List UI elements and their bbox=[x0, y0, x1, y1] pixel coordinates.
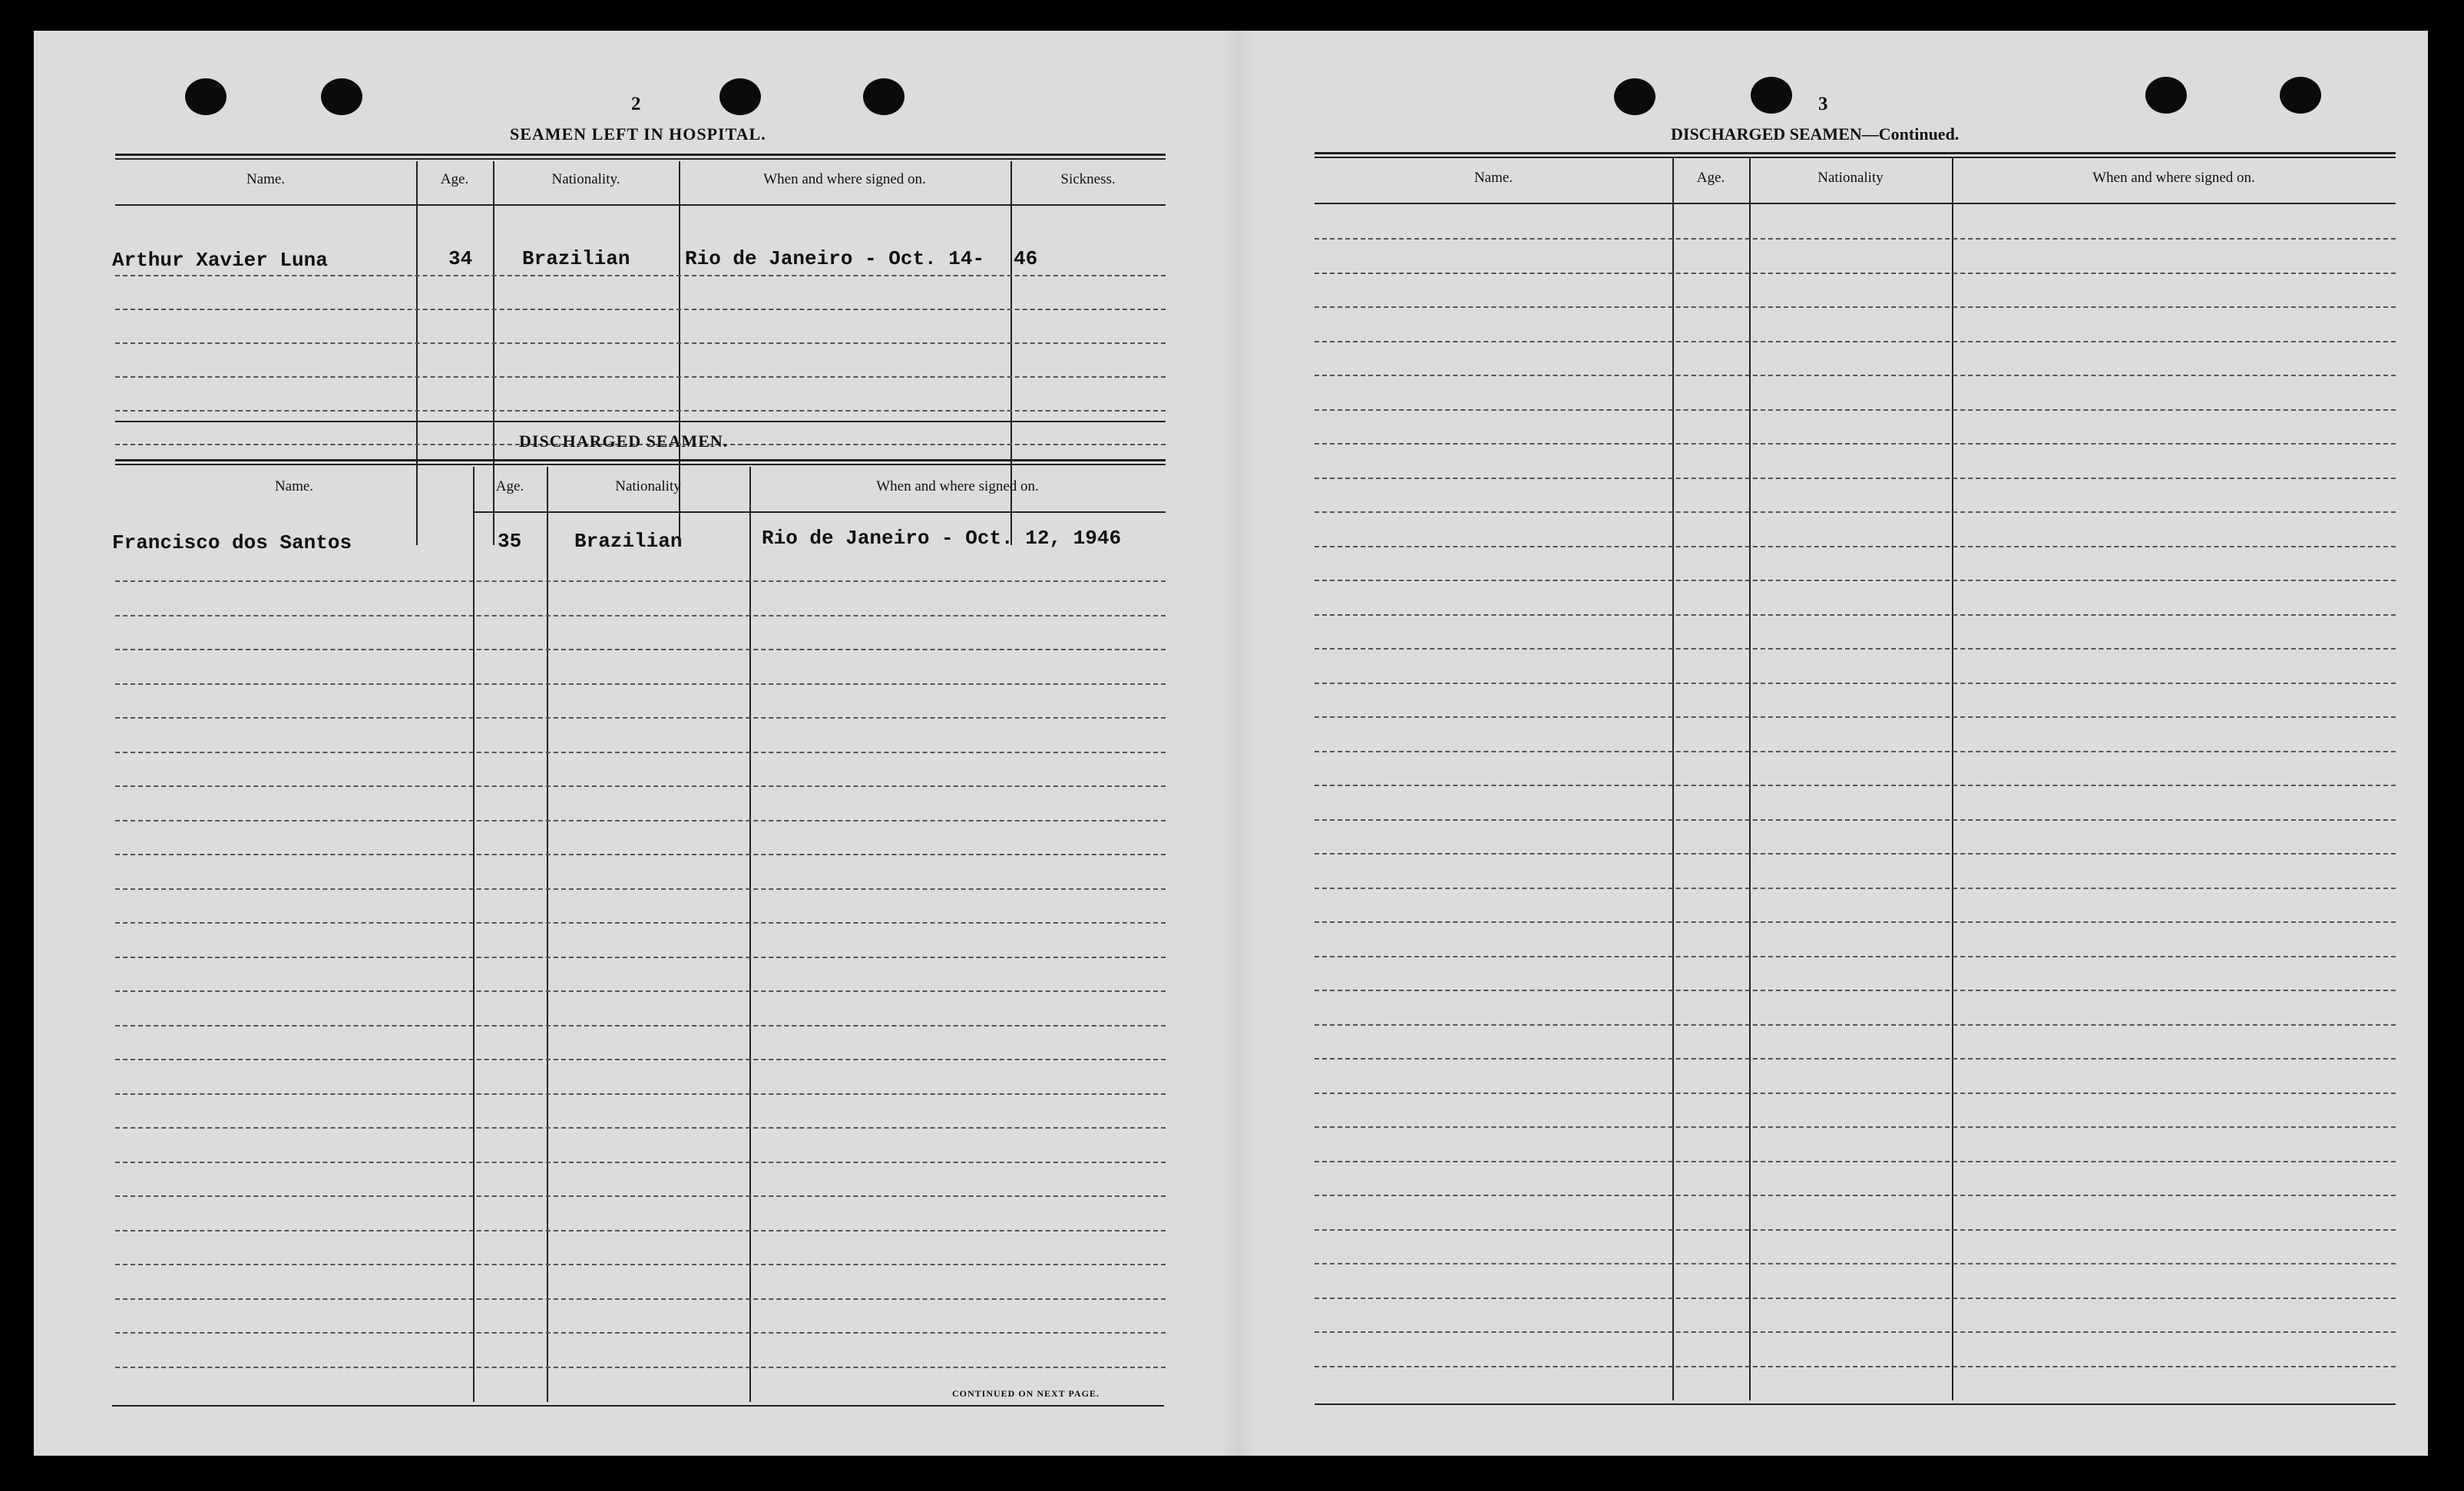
discharged-row-age: 35 bbox=[498, 530, 522, 553]
page-fold bbox=[1222, 31, 1253, 1456]
discharged-section-title: DISCHARGED SEAMEN. bbox=[519, 431, 729, 451]
row-rule bbox=[1315, 375, 2396, 376]
row-rule bbox=[115, 1230, 1166, 1231]
row-rule bbox=[1315, 1024, 2396, 1026]
column-divider bbox=[547, 467, 548, 1402]
hospital-row-signed-on: Rio de Janeiro - Oct. 14- bbox=[685, 247, 985, 270]
row-rule bbox=[1315, 716, 2396, 718]
row-rule bbox=[1315, 580, 2396, 581]
hospital-header-sickness: Sickness. bbox=[1060, 171, 1116, 187]
row-rule bbox=[1315, 785, 2396, 786]
row-rule bbox=[115, 1093, 1166, 1095]
row-rule bbox=[1315, 1093, 2396, 1094]
row-rule bbox=[115, 649, 1166, 650]
row-rule bbox=[1315, 546, 2396, 547]
row-rule bbox=[115, 1332, 1166, 1334]
column-divider bbox=[1952, 158, 1953, 1400]
right-title-main: DISCHARGED SEAMEN bbox=[1671, 124, 1862, 144]
row-rule bbox=[115, 785, 1166, 787]
row-rule bbox=[115, 683, 1166, 685]
row-rule bbox=[115, 1367, 1166, 1368]
punch-hole bbox=[1614, 78, 1655, 115]
discharged-header-nationality: Nationality bbox=[615, 478, 681, 494]
punch-hole bbox=[321, 78, 362, 115]
row-rule bbox=[115, 342, 1166, 344]
hospital-header-rule bbox=[115, 204, 1166, 206]
discharged-header-name: Name. bbox=[274, 478, 314, 494]
row-rule bbox=[115, 1162, 1166, 1163]
right-section-title bbox=[1671, 124, 1959, 144]
discharged-header-age: Age. bbox=[495, 478, 524, 494]
row-rule bbox=[115, 1298, 1166, 1300]
punch-hole bbox=[1751, 77, 1792, 114]
row-rule bbox=[115, 309, 1166, 310]
discharged-row-name: Francisco dos Santos bbox=[112, 531, 352, 554]
row-rule bbox=[115, 752, 1166, 753]
row-rule bbox=[1315, 409, 2396, 411]
row-rule bbox=[1315, 819, 2396, 821]
discharged-bottom-rule bbox=[112, 1405, 1164, 1407]
right-top-rule bbox=[1315, 152, 2396, 158]
row-rule bbox=[1315, 683, 2396, 684]
right-header-age: Age. bbox=[1696, 170, 1725, 186]
row-rule bbox=[115, 580, 1166, 582]
discharged-header-top-rule bbox=[115, 459, 1166, 465]
row-rule bbox=[1315, 443, 2396, 445]
continued-footer: CONTINUED ON NEXT PAGE. bbox=[952, 1388, 1100, 1399]
row-rule bbox=[115, 854, 1166, 855]
row-rule bbox=[1315, 956, 2396, 957]
row-rule bbox=[1315, 238, 2396, 240]
row-rule bbox=[1315, 1058, 2396, 1060]
hospital-row-sickness: 46 bbox=[1014, 247, 1038, 270]
row-rule bbox=[1315, 648, 2396, 650]
discharged-row-signed-on: Rio de Janeiro - Oct. 12, 1946 bbox=[762, 527, 1122, 550]
row-rule bbox=[115, 922, 1166, 924]
hospital-row-age: 34 bbox=[448, 247, 473, 270]
row-rule bbox=[115, 1195, 1166, 1197]
right-header-signed-on: When and where signed on. bbox=[2092, 170, 2255, 186]
right-bottom-rule bbox=[1315, 1403, 2396, 1405]
row-rule bbox=[1315, 990, 2396, 991]
row-rule bbox=[1315, 273, 2396, 274]
hospital-header-age: Age. bbox=[440, 171, 469, 187]
column-divider bbox=[1672, 158, 1674, 1400]
row-rule bbox=[115, 1059, 1166, 1060]
page-number: 2 bbox=[631, 94, 641, 114]
row-rule bbox=[1315, 1161, 2396, 1162]
hospital-header-name: Name. bbox=[246, 171, 286, 187]
row-rule bbox=[115, 888, 1166, 890]
right-header-rule bbox=[1315, 203, 2396, 204]
punch-hole bbox=[2145, 77, 2187, 114]
row-rule bbox=[1315, 1229, 2396, 1231]
row-rule bbox=[1315, 1195, 2396, 1196]
hospital-row-nationality: Brazilian bbox=[522, 247, 630, 270]
row-rule bbox=[1315, 1263, 2396, 1265]
punch-hole bbox=[2280, 77, 2321, 114]
row-rule bbox=[115, 615, 1166, 617]
row-rule bbox=[1315, 853, 2396, 855]
row-rule bbox=[115, 820, 1166, 822]
hospital-header-signed-on: When and where signed on. bbox=[763, 171, 926, 187]
row-rule bbox=[115, 1264, 1166, 1265]
row-rule bbox=[1315, 751, 2396, 752]
discharged-header-rule bbox=[473, 511, 1166, 513]
row-rule bbox=[1315, 1366, 2396, 1367]
hospital-header-nationality: Nationality. bbox=[551, 171, 620, 187]
row-rule bbox=[115, 717, 1166, 719]
row-rule bbox=[1315, 341, 2396, 342]
page-number: 3 bbox=[1818, 94, 1828, 114]
hospital-top-rule bbox=[115, 154, 1166, 160]
row-rule bbox=[115, 376, 1166, 378]
row-rule bbox=[1315, 1126, 2396, 1128]
column-divider bbox=[473, 467, 475, 1402]
column-divider bbox=[1749, 158, 1751, 1400]
punch-hole bbox=[863, 78, 905, 115]
column-divider bbox=[749, 467, 751, 1402]
document-spread bbox=[34, 31, 2428, 1456]
row-rule bbox=[1315, 921, 2396, 923]
punch-hole bbox=[719, 78, 761, 115]
discharged-row-nationality: Brazilian bbox=[574, 530, 683, 553]
row-rule bbox=[115, 990, 1166, 992]
row-rule bbox=[115, 1127, 1166, 1129]
hospital-row-name: Arthur Xavier Luna bbox=[112, 249, 328, 272]
right-header-name: Name. bbox=[1473, 170, 1513, 186]
row-rule bbox=[1315, 614, 2396, 616]
row-rule bbox=[1315, 511, 2396, 513]
right-header-nationality: Nationality bbox=[1817, 170, 1884, 186]
row-rule bbox=[1315, 478, 2396, 479]
discharged-header-signed-on: When and where signed on. bbox=[876, 478, 1039, 494]
row-rule bbox=[1315, 1331, 2396, 1333]
hospital-section-title: SEAMEN LEFT IN HOSPITAL. bbox=[510, 124, 766, 144]
punch-hole bbox=[185, 78, 227, 115]
row-rule bbox=[1315, 306, 2396, 308]
row-rule bbox=[115, 1025, 1166, 1027]
discharged-top-rule bbox=[115, 421, 1166, 422]
row-rule bbox=[1315, 888, 2396, 889]
row-rule bbox=[1315, 1298, 2396, 1299]
row-rule bbox=[115, 275, 1166, 276]
right-title-suffix: —Continued. bbox=[1861, 124, 1960, 144]
row-rule bbox=[115, 957, 1166, 958]
row-rule bbox=[115, 410, 1166, 412]
